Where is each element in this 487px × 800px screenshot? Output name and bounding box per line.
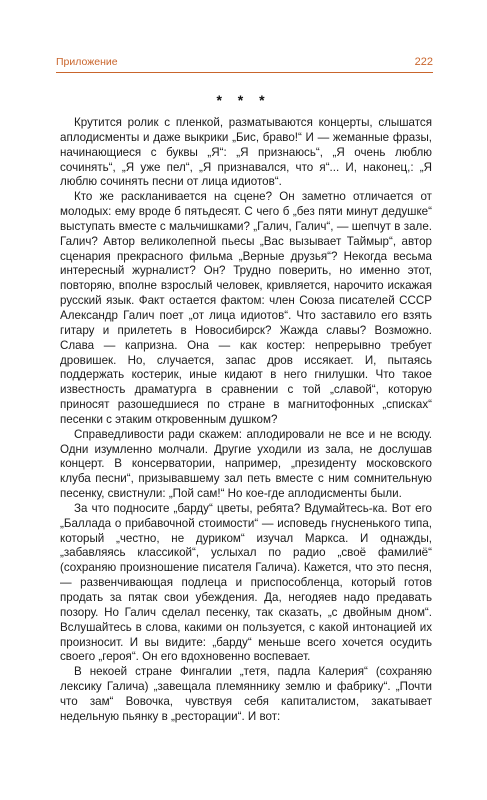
section-ornament: * * * (216, 92, 271, 108)
body-text (60, 116, 432, 725)
page-number: 222 (414, 56, 433, 68)
paragraph: Справедливости ради скажем: аплодировали не все и не всюду. Одни изумленно молчали. Другие уходили из зала, не дослушав концерт. В консерватории, например, „президенту московского клуба песни“, призывавшему зал петь вместе с ним сомнительную песенку, свистнули: „Пой сам!“ Но кое-где аплодисменты были. (60, 427, 432, 501)
running-header (56, 56, 433, 72)
paragraph: За что подносите „барду“ цветы, ребята? Вдумайтесь-ка. Вот его „Баллада о прибавочной стоимости“ — исповедь гнусненького типа, который „честно, не дуриком“ изучал Маркса. И однажды, „забавляясь классикой“, услыхал по радио „своё фамилиё“ (сохраняю произношение писателя Галича). Кажется, что это песня, — развенчивающая подлеца и приспособленца, который готов продать за пятак свои убеждения. Да, негодяев надо предавать позору. Но Галич сделал песенку, так сказать, „с двойным дном“. Вслушайтесь в слова, какими он пользуется, с какой интонацией их произносит. И вы видите: „барду“ меньше всего хочется осудить своего „героя“. Он его вдохновенно воспевает. (60, 501, 432, 664)
paragraph: Кто же раскланивается на сцене? Он заметно отличается от молодых: ему вроде б пятьдесят. С чего б „без пяти минут дедушке“ выступать вместе с мальчишками? „Галич, Галич“, — шепчут в зале. Галич? Автор великолепной пьесы „Вас вызывает Таймыр“, автор сценария прекрасного фильма „Верные друзья“? Некогда весьма интересный журналист? Он? Трудно поверить, но именно этот, повторяю, вполне взрослый человек, кривляется, нарочито искажая русский язык. Факт остается фактом: член Союза писателей СССР Александр Галич поет „от лица идиотов“. Что заставило его взять гитару и прилететь в Новосибирск? Жажда славы? Возможно. Слава — капризна. Она — как костер: непрерывно требует дровишек. Но, случается, запас дров иссякает. И, пытаясь поддержать костерик, иные кидают в него гнилушки. Что такое известность драматурга в сравнении с той „славой“, которую приносят разошедшиеся по стране в магнитофонных „списках“ песенки с этаким откровенным душком? (60, 190, 432, 426)
paragraph: Крутится ролик с пленкой, разматываются концерты, слышатся аплодисменты и даже выкрики „Бис, браво!“ И — жеманные фразы, начинающиеся с буквы „Я“: „Я признаюсь“, „Я очень люблю сочинять“, „Я уже пел“, „Я признавался, что я“... И, наконец,: „Я люблю сочинять песни от лица идиотов“. (60, 116, 432, 189)
header-rule (56, 72, 433, 73)
paragraph: В некоей стране Фингалии „тетя, падла Калерия“ (сохраняю лексику Галича) „завещала племяннику землю и фабрику“. „Почти что зам“ Вовочка, чувствуя себя капиталистом, закатывает недельную пьянку в „ресторации“. И вот: (60, 665, 432, 723)
section-title: Приложение (56, 56, 118, 68)
